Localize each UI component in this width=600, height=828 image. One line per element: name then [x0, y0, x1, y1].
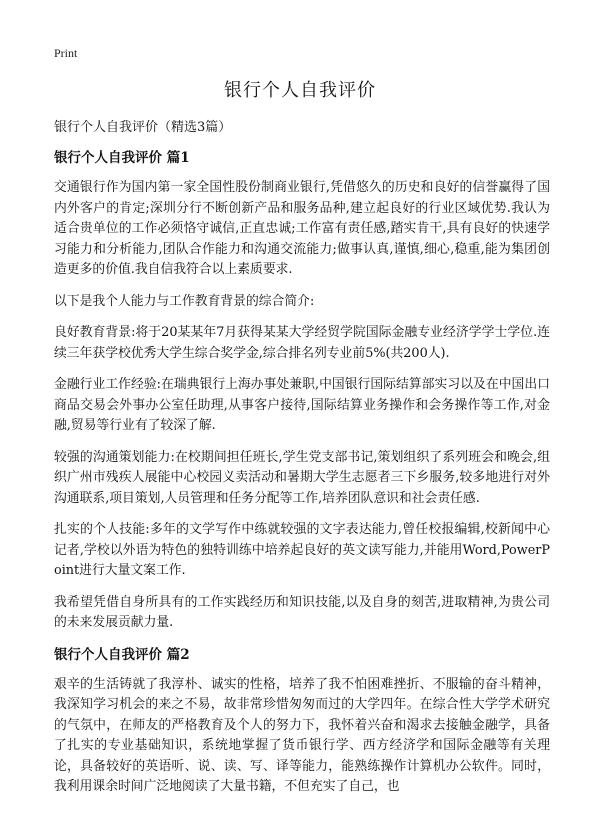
- paragraph: 扎实的个人技能:多年的文学写作中练就较强的文字表达能力,曾任校报编辑,校新闻中心记者,学校以外语为特色的独特训练中培养起良好的英文读写能力,并能用Word,PowerPoint进行大量文案工作.: [54, 522, 550, 578]
- document-body: [54, 118, 550, 809]
- section-heading-1: 银行个人自我评价 篇1: [54, 150, 190, 166]
- document-subtitle: 银行个人自我评价（精选3篇）: [54, 120, 232, 135]
- page-title: 银行个人自我评价: [224, 80, 376, 101]
- paragraph: 艰辛的生活铸就了我淳朴、诚实的性格，培养了我不怕困难挫折、不服输的奋斗精神，我深知学习机会的来之不易，故非常珍惜匆匆而过的大学四年。在综合性大学学术研究的气氛中，在师友的严格教育及个人的努力下，我怀着兴奋和渴求去接触金融学，具备了扎实的专业基础知识，系统地掌握了货币银行学、西方经济学和国际金融等有关理论，具备较好的英语听、说、读、写、译等能力，能熟练操作计算机办公软件。同时，我利用课余时间广泛地阅读了大量书籍，不但充实了自己，也: [54, 676, 550, 794]
- paragraph: 我希望凭借自身所具有的工作实践经历和知识技能,以及自身的刻苦,进取精神,为贵公司的未来发展贡献力量.: [54, 594, 550, 630]
- paragraph: 良好教育背景:将于20某某年7月获得某某大学经贸学院国际金融专业经济学学士学位.连续三年获学校优秀大学生综合奖学金,综合排名列专业前5%(共200人).: [54, 325, 550, 361]
- print-link[interactable]: Print: [54, 46, 78, 60]
- paragraph: 较强的沟通策划能力:在校期间担任班长,学生党支部书记,策划组织了系列班会和晚会,组织广州市残疾人展能中心校园义卖活动和暑期大学生志愿者三下乡服务,较多地进行对外沟通联系,项目策划,人员管理和任务分配等工作,培养团队意识和社会责任感.: [54, 449, 550, 506]
- section-heading-2: 银行个人自我评价 篇2: [54, 646, 190, 663]
- paragraph: 以下是我个人能力与工作教育背景的综合简介:: [54, 293, 315, 309]
- paragraph: 金融行业工作经验:在瑞典银行上海办事处兼职,中国银行国际结算部实习以及在中国出口商品交易会外事办公室任助理,从事客户接待,国际结算业务操作和会务操作等工作,对金融,贸易等行业有了较深了解.: [54, 377, 550, 433]
- paragraph: 交通银行作为国内第一家全国性股份制商业银行,凭借悠久的历史和良好的信誉赢得了国内外客户的肯定;深圳分行不断创新产品和服务品种,建立起良好的行业区域优势.我认为适合贵单位的工作必须恪守诚信,正直忠诚;工作富有责任感,踏实肯干,具有良好的快速学习能力和分析能力,团队合作能力和沟通交流能力;做事认真,谨慎,细心,稳重,能为集团创造更多的价值.我自信我符合以上素质要求.: [54, 180, 550, 277]
